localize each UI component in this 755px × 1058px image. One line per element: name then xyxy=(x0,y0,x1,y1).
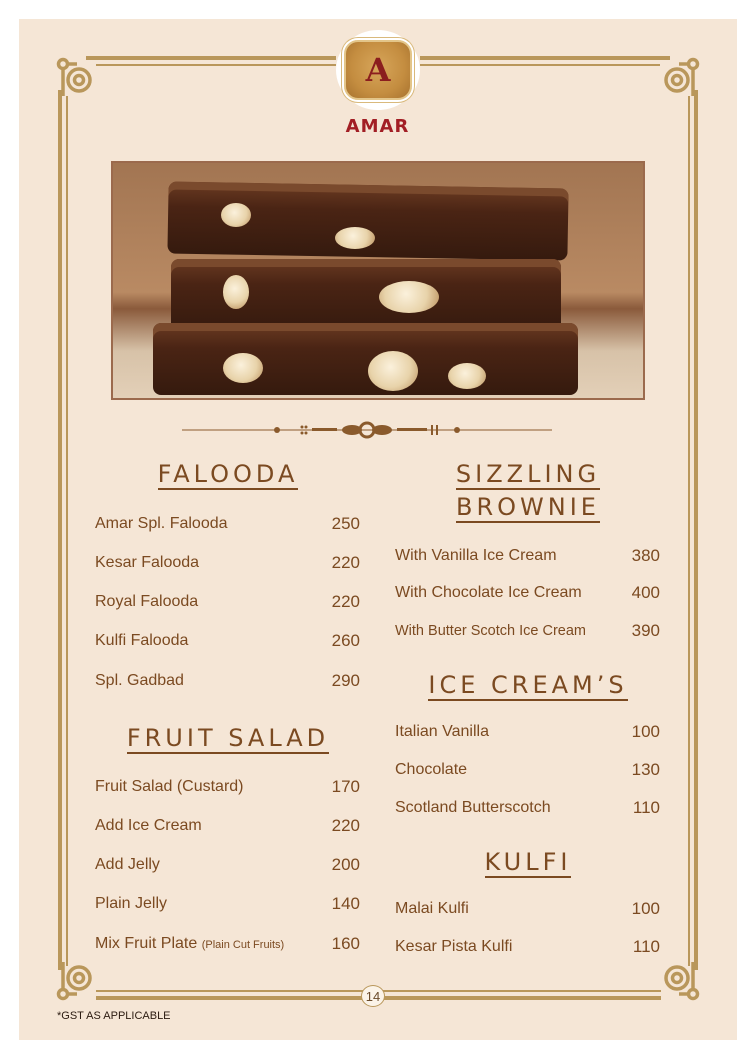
brownie-layer-bottom xyxy=(153,323,578,395)
frame-top-inner-right xyxy=(420,64,660,66)
item-name: Italian Vanilla xyxy=(395,723,489,740)
item-price: 260 xyxy=(331,631,360,650)
item-price: 220 xyxy=(331,816,360,835)
frame-top-outer-right xyxy=(420,56,670,60)
item-name: Add Ice Cream xyxy=(95,817,202,834)
nut-icon xyxy=(223,275,249,309)
item-price: 220 xyxy=(331,592,360,611)
item-name: Plain Jelly xyxy=(95,895,168,912)
item-name: Kesar Falooda xyxy=(95,554,200,571)
menu-item xyxy=(95,815,360,837)
item-price: 130 xyxy=(631,760,660,779)
menu-item xyxy=(395,898,660,920)
item-name: Malai Kulfi xyxy=(395,900,469,917)
brownie-photo xyxy=(111,161,645,400)
item-name-text: Mix Fruit Plate xyxy=(95,935,198,952)
item-name: With Vanilla Ice Cream xyxy=(395,547,557,564)
nut-icon xyxy=(335,227,375,249)
item-name xyxy=(95,935,284,953)
frame-left-inner xyxy=(66,96,68,966)
section-title-text: ICE CREAM’S xyxy=(428,671,628,699)
frame-right-outer xyxy=(694,90,698,970)
nut-icon xyxy=(221,203,251,227)
item-price: 160 xyxy=(331,934,360,953)
logo-badge-icon xyxy=(344,40,412,100)
menu-item xyxy=(95,933,360,955)
nut-icon xyxy=(379,281,439,313)
item-name: Royal Falooda xyxy=(95,593,199,610)
item-price: 110 xyxy=(632,937,660,956)
section-title-text: FALOODA xyxy=(157,460,299,488)
frame-right-inner xyxy=(688,96,690,966)
menu-item xyxy=(95,513,360,535)
menu-item xyxy=(95,893,360,915)
item-price: 100 xyxy=(631,722,660,741)
item-price: 200 xyxy=(331,855,360,874)
nut-icon xyxy=(448,363,486,389)
section-title-kulfi xyxy=(396,846,660,879)
corner-ornament-icon xyxy=(657,958,701,1002)
item-price: 380 xyxy=(631,546,660,565)
item-price: 100 xyxy=(631,899,660,918)
logo-letter: A xyxy=(365,51,391,89)
menu-item xyxy=(395,620,660,642)
item-price: 390 xyxy=(631,621,660,640)
item-name: Fruit Salad (Custard) xyxy=(95,778,244,795)
item-price: 220 xyxy=(331,553,360,572)
item-name: With Chocolate Ice Cream xyxy=(395,584,582,601)
frame-left-outer xyxy=(58,90,62,970)
item-name: With Butter Scotch Ice Cream xyxy=(395,623,586,639)
item-name: Add Jelly xyxy=(95,856,160,873)
section-title-sizzling-brownie xyxy=(396,458,660,524)
section-title-ice-creams xyxy=(396,669,660,702)
item-name: Amar Spl. Falooda xyxy=(95,515,228,532)
item-price: 400 xyxy=(631,583,660,602)
item-price: 250 xyxy=(331,514,360,533)
item-name: Chocolate xyxy=(395,761,468,778)
item-name: Kulfi Falooda xyxy=(95,632,189,649)
menu-item xyxy=(395,545,660,567)
section-title-text: KULFI xyxy=(484,848,572,876)
nut-icon xyxy=(368,351,418,391)
menu-item xyxy=(395,721,660,743)
corner-ornament-icon xyxy=(55,958,99,1002)
menu-item xyxy=(95,591,360,613)
corner-ornament-icon xyxy=(55,56,99,100)
menu-item xyxy=(395,759,660,781)
item-name: Scotland Butterscotch xyxy=(395,799,551,816)
menu-item xyxy=(95,552,360,574)
section-title-text: BROWNIE xyxy=(456,493,600,521)
corner-ornament-icon xyxy=(657,56,701,100)
menu-item xyxy=(395,582,660,604)
item-price: 290 xyxy=(331,671,360,690)
menu-item xyxy=(395,797,660,819)
section-title-text: FRUIT SALAD xyxy=(126,724,330,752)
frame-top-outer xyxy=(86,56,336,60)
gst-note: *GST AS APPLICABLE xyxy=(57,1010,171,1022)
item-name: Kesar Pista Kulfi xyxy=(395,938,513,955)
section-title-fruit-salad xyxy=(96,722,360,755)
menu-item xyxy=(95,854,360,876)
page-number: 14 xyxy=(361,985,385,1007)
item-price: 170 xyxy=(331,777,360,796)
brand-logo xyxy=(336,30,420,110)
section-title-text: SIZZLING xyxy=(455,460,601,488)
menu-item xyxy=(95,670,360,692)
item-note: (Plain Cut Fruits) xyxy=(201,939,285,951)
ornamental-divider-icon xyxy=(182,418,552,442)
menu-item xyxy=(395,936,660,958)
item-price: 140 xyxy=(331,894,360,913)
menu-item xyxy=(95,630,360,652)
item-name: Spl. Gadbad xyxy=(95,672,184,689)
menu-item xyxy=(95,776,360,798)
nut-icon xyxy=(223,353,263,383)
brand-name: AMAR xyxy=(345,116,410,137)
section-title-falooda xyxy=(96,458,360,491)
item-price: 110 xyxy=(632,798,660,817)
frame-top-inner xyxy=(96,64,336,66)
